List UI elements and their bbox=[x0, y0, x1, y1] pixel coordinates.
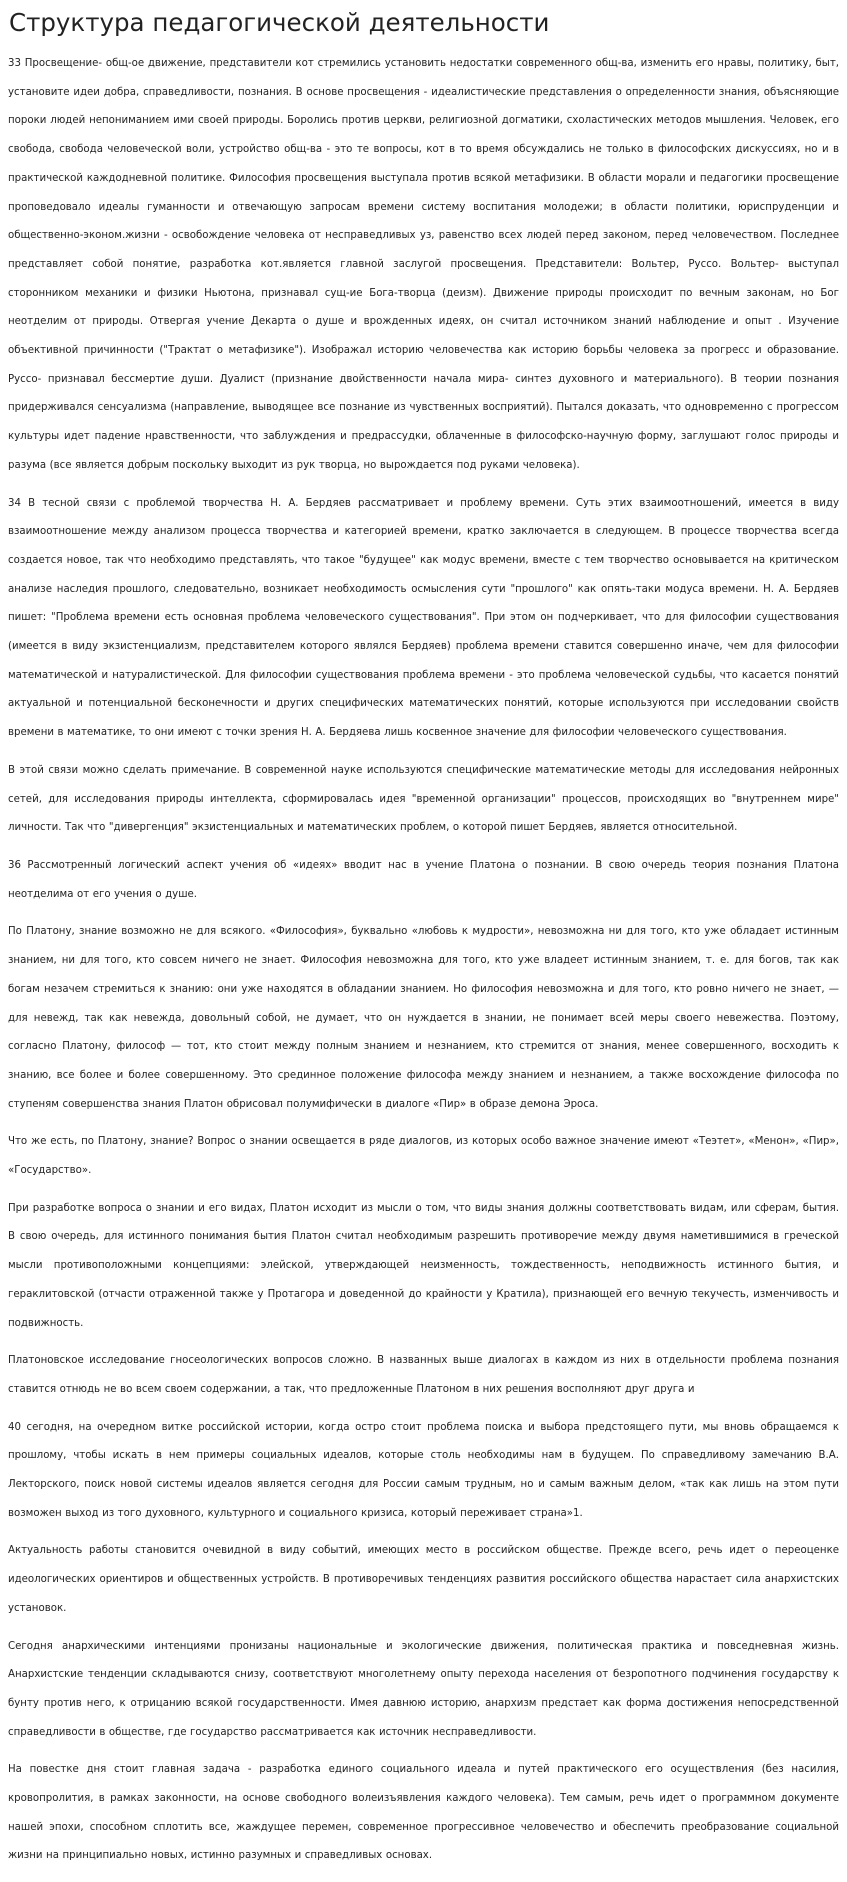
page-title: Структура педагогической деятельности bbox=[9, 8, 550, 37]
paragraph-relevance: Актуальность работы становится очевидной в виду событий, имеющих место в российском обществе. Прежде всего, речь идет о переоценке идеологических ориентиров и общественных устройств. В противоречивых тенденциях развития российского общества нарастает сила анархистских установок. bbox=[8, 1545, 839, 1614]
paragraph-note-neural-networks: В этой связи можно сделать примечание. В современной науке используются специфические математические методы для исследования нейронных сетей, для исследования природы интеллекта, сформировалась идея "временной организации" процессов, происходящих во "внутреннем мире" личности. Так что "дивергенция" экзистенциальных и математических проблем, о которой пишет Бердяев, является относительной. bbox=[8, 764, 839, 834]
paragraph-33-enlightenment: 33 Просвещение- общ-ое движение, представители кот стремились установить недостатки современного общ-ва, изменить его нравы, политику, быт, установите идеи добра, справедливости, познания. В основе просвещения - идеалистические представления о определенности знания, объясняющие пороки людей непониманием ими своей природы. Боролись против церкви, религиозной догматики, схоластических методов мышления. Человек, его свобода, свобода человеческой воли, устройство общ-ва - это те вопросы, кот в то время обсуждались не только в философских дискуссиях, но и в практической каждодневной политике. Философия просвещения выступала против всякой метафизики. В области морали и педагогики просвещение проповедовало идеалы гуманности и отвечающую запросам времени систему воспитания молодежи; в области политики, юриспруденции и общественно-эконом.жизни - освобождение человека от несправедливых уз, равенство всех людей перед законом, перед человечеством. Последнее представляет собой понятие, разработка кот.является главной заслугой просвещения. Представители: Вольтер, Руссо. Вольтер- выступал сторонником механики и физики Ньютона, признавал сущ-ие Бога-творца (деизм). Движение природы происходит по вечным законам, но Бог неотделим от природы. Отвергая учение Декарта о душе и врожденных идеях, он считал источником знаний наблюдение и опыт . Изучение объективной причинности ("Трактат о метафизике"). Изображал историю человечества как историю борьбы человека за прогресс и образование. Руссо- признавал бессмертие души. Дуалист (признание двойственности начала мира- синтез духовного и материального). В теории познания придерживался сенсуализма (направление, выводящее все познание из чувственных восприятий). Пытался доказать, что одновременно с прогрессом культуры идет падение нравственности, что заблуждения и предрассудки, облаченные в философско-научную форму, заглушают голос природы и разума (все является добрым поскольку выходит из рук творца, но вырождается под руками человека). bbox=[8, 58, 839, 471]
paragraph-main-task: На повестке дня стоит главная задача - разработка единого социального идеала и путей практического его осуществления (без насилия, кровопролития, в рамках законности, на основе свободного волеизъявления каждого человека). Тем самым, речь идет о программном документе нашей эпохи, способном сплотить все, жаждущее перемен, современное прогрессивное человечество и обеспечить преобразование социальной жизни на принципиально новых, истинно разумных и справедливых основах. bbox=[8, 1764, 839, 1862]
paragraph-plato-types-of-knowledge: При разработке вопроса о знании и его видах, Платон исходит из мысли о том, что виды знания должны соответствовать видам, или сферам, бытия. В свою очередь, для истинного понимания бытия Платон считал необходимым разрешить противоречие между двумя наметившимися в греческой мысли противоположными концепциями: элейской, утверждающей неизменность, тождественность, неподвижность истинного бытия, и гераклитовской (отчасти отраженной также у Протагора и доведенной до крайности у Кратила), признающей его вечную текучесть, изменчивость и подвижность. bbox=[8, 1202, 839, 1329]
paragraph-anarchism: Сегодня анархическими интенциями пронизаны национальные и экологические движения, политическая практика и повседневная жизнь. Анархистские тенденции складываются снизу, соответствуют многолетнему опыту перехода населения от безропотного подчинения государству к бунту против него, к отрицанию всякой государственности. Имея давнюю историю, анархизм предстает как форма достижения непосредственной справедливости в обществе, где государство рассматривается как источник несправедливости. bbox=[8, 1640, 839, 1738]
paragraph-plato-dialogues: Что же есть, по Платону, знание? Вопрос о знании освещается в ряде диалогов, из которых особо важное значение имеют «Теэтет», «Менон», «Пир», «Государство». bbox=[8, 1136, 839, 1177]
paragraph-36-plato-knowledge: 36 Рассмотренный логический аспект учения об «идеях» вводит нас в учение Платона о познании. В свою очередь теория познания Платона неотделима от его учения о душе. bbox=[8, 859, 839, 900]
article-body bbox=[8, 50, 839, 1871]
paragraph-plato-philosophy: По Платону, знание возможно не для всякого. «Философия», буквально «любовь к мудрости», невозможна ни для того, кто уже обладает истинным знанием, ни для того, кто совсем ничего не знает. Философия невозможна для того, кто уже владеет истинным знанием, т. е. для богов, так как богам незачем стремиться к знанию: они уже находятся в обладании знанием. Но философия невозможна и для того, кто ровно ничего не знает, — для невежд, так как невежда, довольный собой, не думает, что он нуждается в знании, не понимает всей меры своего невежества. Поэтому, согласно Платону, философ — тот, кто стоит между полным знанием и незнанием, кто стремится от знания, менее совершенного, восходить к знанию, все более и более совершенному. Это срединное положение философа между знанием и незнанием, а также восхождение философа по ступеням совершенства знания Платон обрисовал полумифически в диалоге «Пир» в образе демона Эроса. bbox=[8, 926, 839, 1110]
paragraph-40-social-ideals: 40 сегодня, на очередном витке российской истории, когда остро стоит проблема поиска и выбора предстоящего пути, мы вновь обращаемся к прошлому, чтобы искать в нем примеры социальных идеалов, которые столь необходимы нам в будущем. По справедливому замечанию В.А. Лекторского, поиск новой системы идеалов является сегодня для России самым трудным, но и самым важным делом, «так как лишь на этом пути возможен выход из того духовного, культурного и социального кризиса, который переживает страна»1. bbox=[8, 1421, 839, 1519]
paragraph-34-berdyaev-time: 34 В тесной связи с проблемой творчества Н. А. Бердяев рассматривает и проблему времени. Суть этих взаимоотношений, имеется в виду взаимоотношение между анализом процесса творчества и категорией времени, кратко заключается в следующем. В процессе творчества всегда создается новое, так что необходимо представлять, что такое "будущее" как модус времени, вместе с тем творчество основывается на критическом анализе наследия прошлого, следовательно, возникает необходимость осмысления сути "прошлого" как опять-таки модуса времени. Н. А. Бердяев пишет: "Проблема времени есть основная проблема человеческого существования". При этом он подчеркивает, что для философии существования (имеется в виду экзистенциализм, представителем которого являлся Бердяев) проблема времени ставится совершенно иначе, чем для философии математической и натуралистической. Для философии существования проблема времени - это проблема человеческой судьбы, что касается понятий актуальной и потенциальной бесконечности и других специфических математических понятий, которые используются при исследовании свойств времени в математике, то они имеют с точки зрения Н. А. Бердяева лишь косвенное значение для философии человеческого существования. bbox=[8, 497, 839, 739]
paragraph-plato-gnoseology: Платоновское исследование гносеологических вопросов сложно. В названных выше диалогах в каждом из них в отдельности проблема познания ставится отнюдь не во всем своем содержании, а так, что предложенные Платоном в них решения восполняют друг друга и bbox=[8, 1355, 839, 1395]
